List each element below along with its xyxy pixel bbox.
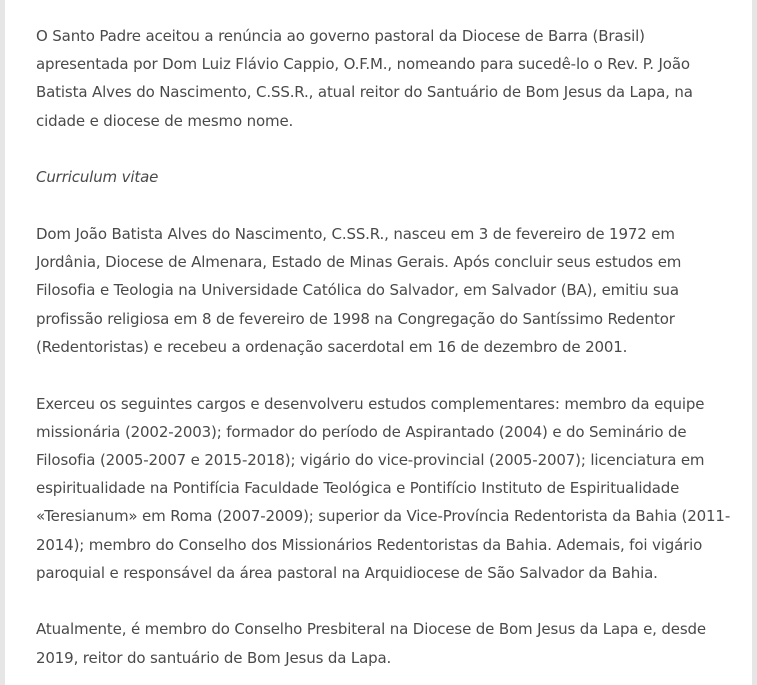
document-page [5, 0, 752, 685]
announcement-paragraph: O Santo Padre aceitou a renúncia ao governo pastoral da Diocese de Barra (Brasil) apresentada por Dom Luiz Flávio Cappio, O.F.M., nomeando para sucedê-lo o Rev. P. João Batista Alves do Nascimento, C.SS.R., atual reitor do Santuário de Bom Jesus da Lapa, na cidade e diocese de mesmo nome. [36, 27, 693, 130]
curriculum-vitae-heading: Curriculum vitae [36, 168, 159, 187]
biography-paragraph: Dom João Batista Alves do Nascimento, C.SS.R., nasceu em 3 de fevereiro de 1972 em Jordânia, Diocese de Almenara, Estado de Minas Gerais. Após concluir seus estudos em Filosofia e Teologia na Universidade Católica do Salvador, em Salvador (BA), emitiu sua profissão religiosa em 8 de fevereiro de 1998 na Congregação do Santíssimo Redentor (Redentoristas) e recebeu a ordenação sacerdotal em 16 de dezembro de 2001. [36, 225, 682, 356]
career-paragraph: Exerceu os seguintes cargos e desenvolveru estudos complementares: membro da equipe missionária (2002-2003); formador do período de Aspirantado (2004) e do Seminário de Filosofia (2005-2007 e 2015-2018); vigário do vice-provincial (2005-2007); licenciatura em espiritualidade na Pontifícia Faculdade Teológica e Pontifício Instituto de Espiritualidade «Teresianum» em Roma (2007-2009); superior da Vice-Província Redentorista da Bahia (2011-2014); membro do Conselho dos Missionários Redentoristas da Bahia. Ademais, foi vigário paroquial e responsável da área pastoral na Arquidiocese de São Salvador da Bahia. [36, 394, 731, 582]
current-position-paragraph: Atualmente, é membro do Conselho Presbiteral na Diocese de Bom Jesus da Lapa e, desde 2019, reitor do santuário de Bom Jesus da Lapa. [36, 620, 706, 667]
article-body [36, 22, 736, 685]
